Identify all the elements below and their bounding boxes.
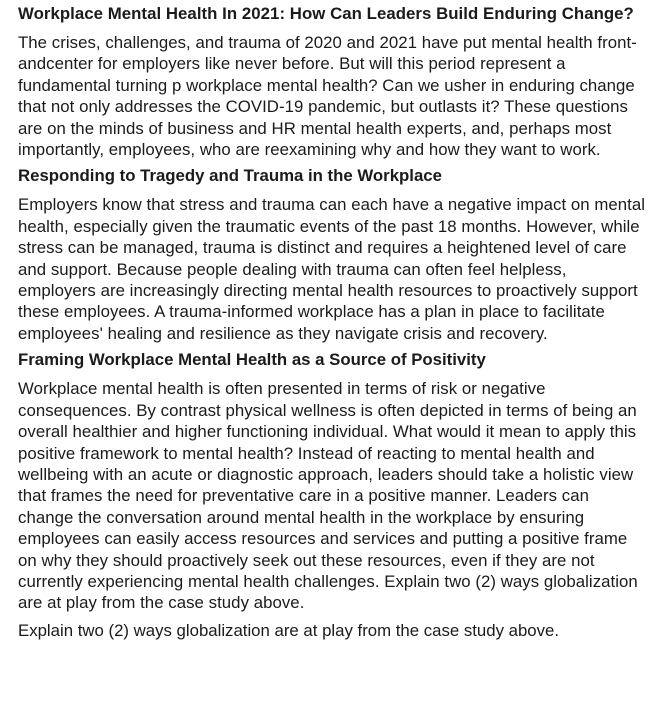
section-body-positivity: Workplace mental health is often presented in terms of risk or negative consequences. By contrast physical wellness is often depicted in terms of being an overall healthier and higher functioning individual. What would it mean to apply this positive framework to mental health? Instead of reacting to mental health and wellbeing with an acute or diagnostic approach, leaders should take a holistic view that frames the need for preventative care in a positive manner. Leaders can change the conversation around mental health in the workplace by ensuring employees can easily access resources and services and putting a positive frame on why they should proactively seek out these resources, even if they are not currently experiencing mental health challenges. Explain two (2) ways globalization are at play from the case study above. [18, 379, 638, 613]
section-heading-trauma: Responding to Tragedy and Trauma in the Workplace [18, 166, 442, 186]
section-heading-positivity: Framing Workplace Mental Health as a Source of Positivity [18, 350, 486, 370]
section-body-trauma: Employers know that stress and trauma can each have a negative impact on mental health, especially given the traumatic events of the past 18 months. However, while stress can be managed, trauma is distinct and requires a heightened level of care and support. Because people dealing with trauma can often feel helpless, employers are increasingly directing mental health resources to proactively support these employees. A trauma-informed workplace has a plan in place to facilitate employees' healing and resilience as they navigate crisis and recovery. [18, 195, 646, 343]
intro-paragraph: The crises, challenges, and trauma of 2020 and 2021 have put mental health front-andcenter for employers like never before. But will this period represent a fundamental turning p workplace mental health? Can we usher in enduring change that not only addresses the COVID-19 pandemic, but outlasts it? These questions are on the minds of business and HR mental health experts, and, perhaps most importantly, employees, who are reexamining why and how they want to work. [18, 33, 637, 160]
question-text: Explain two (2) ways globalization are at play from the case study above. [18, 620, 560, 640]
article-title: Workplace Mental Health In 2021: How Can Leaders Build Enduring Change? [18, 4, 634, 23]
